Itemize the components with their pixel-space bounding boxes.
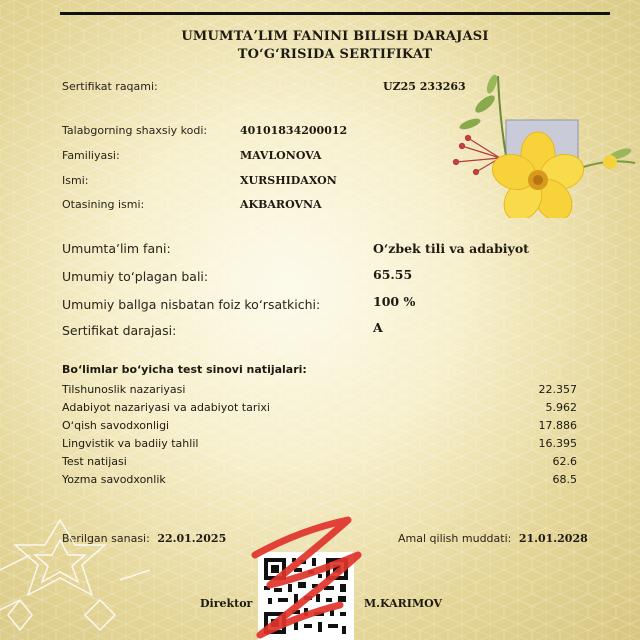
yellow-flower-icon: [440, 58, 640, 218]
red-scribble-mark: [230, 515, 380, 640]
sections-heading: Boʻlimlar boʻyicha test sinovi natijalari:: [62, 363, 307, 376]
section-value: 16.395: [538, 437, 577, 450]
section-name: Lingvistik va badiiy tahlil: [62, 437, 199, 450]
percent-label-row: [62, 297, 320, 312]
score-value-row: [373, 267, 412, 282]
section-row: [62, 473, 577, 491]
section-row: [62, 419, 577, 437]
certificate-number-value: UZ25 233263: [383, 80, 466, 93]
certificate-number-label: Sertifikat raqami:: [62, 80, 158, 93]
percent-label: Umumiy ballga nisbatan foiz koʻrsatkichi:: [62, 297, 321, 312]
surname-value-row: [240, 149, 321, 162]
title-line-2: TOʻGʻRISIDA SERTIFIKAT: [237, 47, 433, 62]
subject-value: Oʻzbek tili va adabiyot: [373, 241, 529, 256]
level-label-row: [62, 323, 176, 338]
director-label: Direktor: [200, 597, 253, 610]
percent-value: 100 %: [373, 294, 416, 309]
section-row: [62, 455, 577, 473]
score-value: 65.55: [373, 267, 413, 282]
star-ornament-icon: [0, 500, 150, 640]
patronymic-label-row: [62, 198, 144, 211]
certificate-number-label-row: [62, 80, 158, 93]
section-row: [62, 401, 577, 419]
section-name: Tilshunoslik nazariyasi: [62, 383, 186, 396]
score-label-row: [62, 269, 208, 284]
level-value: A: [373, 320, 383, 335]
section-name: Yozma savodxonlik: [62, 473, 166, 486]
pinfl-value: 40101834200012: [240, 124, 348, 137]
percent-value-row: [373, 294, 415, 309]
section-name: Oʻqish savodxonligi: [62, 419, 170, 432]
section-value: 68.5: [552, 473, 577, 486]
score-label: Umumiy toʻplagan bali:: [62, 269, 209, 284]
surname-label-row: [62, 149, 120, 162]
pinfl-value-row: [240, 124, 347, 137]
section-name: Adabiyot nazariyasi va adabiyot tarixi: [62, 401, 270, 414]
name-value-row: [240, 174, 337, 187]
subject-label: Umumtaʼlim fani:: [62, 241, 171, 256]
section-name: Test natijasi: [62, 455, 127, 468]
level-label: Sertifikat darajasi:: [62, 323, 177, 338]
name-value: XURSHIDAXON: [240, 174, 337, 187]
patronymic-label: Otasining ismi:: [62, 198, 145, 211]
patronymic-value: AKBAROVNA: [240, 198, 322, 211]
pinfl-label-row: [62, 124, 207, 137]
name-label: Ismi:: [62, 174, 89, 187]
top-rule: [60, 12, 610, 15]
surname-label: Familiyasi:: [62, 149, 120, 162]
issued-date-value: 22.01.2025: [157, 532, 227, 545]
valid-until-value: 21.01.2028: [518, 532, 588, 545]
name-label-row: [62, 174, 88, 187]
level-value-row: [373, 320, 383, 335]
section-value: 5.962: [545, 401, 577, 414]
section-row: [62, 383, 577, 401]
director-name: M.KARIMOV: [364, 597, 443, 610]
subject-value-row: [373, 241, 529, 256]
valid-until-label: Amal qilish muddati:: [398, 532, 512, 545]
pinfl-label: Talabgorning shaxsiy kodi:: [62, 124, 208, 137]
section-value: 22.357: [538, 383, 577, 396]
valid-until-row: [398, 532, 588, 545]
section-value: 62.6: [552, 455, 577, 468]
surname-value: MAVLONOVA: [240, 149, 322, 162]
issued-date-label: Berilgan sanasi:: [62, 532, 150, 545]
subject-label-row: [62, 241, 171, 256]
title-line-1: UMUMTAʼLIM FANINI BILISH DARAJASI: [181, 29, 489, 44]
section-row: [62, 437, 577, 455]
patronymic-value-row: [240, 198, 322, 211]
section-value: 17.886: [538, 419, 577, 432]
